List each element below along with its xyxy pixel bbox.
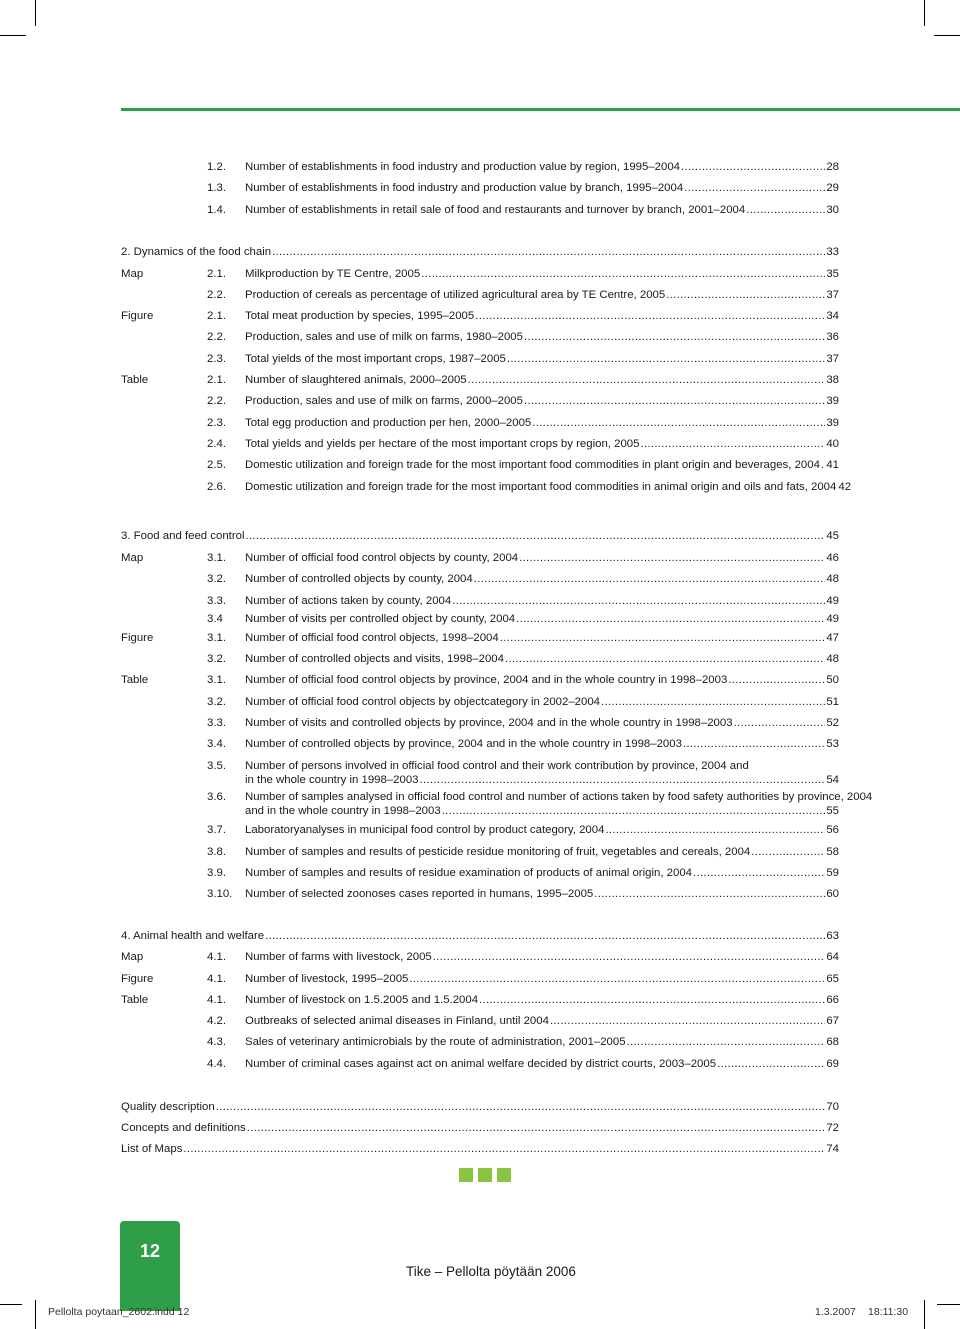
- toc-title-continued: and in the whole country in 1998–2003: [245, 805, 441, 817]
- toc-line: [245, 993, 839, 1007]
- leader-dots: [601, 695, 825, 709]
- toc-line: [245, 437, 839, 451]
- toc-title: Number of controlled objects and visits, 1998–2004: [245, 653, 504, 665]
- toc-line: [245, 1035, 839, 1049]
- leader-dots: [507, 352, 825, 366]
- toc-title: Number of establishments in food industry and production value by branch, 1995–2004: [245, 182, 684, 194]
- toc-category: Figure: [121, 973, 154, 985]
- toc-title: Sales of veterinary antimicrobials by the route of administration, 2001–2005: [245, 1036, 626, 1048]
- toc-page: 48: [826, 573, 839, 585]
- toc-page: 41: [826, 459, 839, 471]
- slug-time: 18:11:30: [868, 1306, 909, 1318]
- toc-line: [245, 160, 839, 174]
- toc-number: 3.4.: [207, 738, 226, 750]
- leader-dots: [524, 394, 825, 408]
- toc-number: 4.3.: [207, 1036, 226, 1048]
- toc-number: 2.4.: [207, 438, 226, 450]
- toc-page: 38: [826, 374, 839, 386]
- leader-dots: [627, 1035, 826, 1049]
- toc-number: 3.3.: [207, 595, 226, 607]
- leader-dots: [532, 416, 825, 430]
- toc-title: Total yields and yields per hectare of the most important crops by region, 2005: [245, 438, 640, 450]
- leader-dots: [265, 929, 825, 943]
- toc-page: 58: [826, 846, 839, 858]
- toc-page: 67: [826, 1015, 839, 1027]
- toc-page: 50: [826, 674, 839, 686]
- leader-dots: [272, 245, 825, 259]
- leader-dots: [516, 612, 825, 626]
- toc-title: Number of controlled objects by province, 2004 and in the whole country in 1998–2003: [245, 738, 682, 750]
- toc-page: 37: [826, 353, 839, 365]
- toc-page: 36: [826, 331, 839, 343]
- toc-number: 2.5.: [207, 459, 226, 471]
- toc-line: [245, 309, 839, 323]
- toc-page: 47: [826, 632, 839, 644]
- toc-page: 51: [826, 696, 839, 708]
- toc-page: 45: [826, 530, 839, 542]
- toc-number: 2.1.: [207, 268, 226, 280]
- toc-title: Laboratoryanalyses in municipal food control by product category, 2004: [245, 824, 605, 836]
- toc-title: Concepts and definitions: [121, 1122, 246, 1134]
- toc-category: Map: [121, 552, 144, 564]
- toc-title: Number of official food control objects by county, 2004: [245, 552, 519, 564]
- toc-page: 72: [826, 1122, 839, 1134]
- toc-number: 4.1.: [207, 951, 226, 963]
- toc-page: 65: [826, 973, 839, 985]
- toc-title: Number of samples and results of residue examination of products of animal origin, 2004: [245, 867, 693, 879]
- toc-title: Number of visits and controlled objects by province, 2004 and in the whole country in 1998–2003: [245, 717, 733, 729]
- toc-number: 2.2.: [207, 289, 226, 301]
- toc-line: [245, 203, 839, 217]
- toc-title: Number of official food control objects, 1998–2004: [245, 632, 499, 644]
- toc-page: 54: [826, 774, 839, 786]
- leader-dots: [245, 529, 825, 543]
- toc-number: 3.8.: [207, 846, 226, 858]
- leader-dots: [640, 437, 825, 451]
- toc-line: [245, 416, 839, 430]
- toc-page: 64: [826, 951, 839, 963]
- leader-dots: [216, 1100, 826, 1114]
- toc-line: [245, 458, 839, 472]
- toc-number: 4.4.: [207, 1058, 226, 1070]
- toc-title: Total yields of the most important crops, 1987–2005: [245, 353, 506, 365]
- toc-line: [121, 929, 839, 943]
- leader-dots: [605, 823, 825, 837]
- leader-dots: [452, 594, 825, 608]
- slug-date: 1.3.2007: [815, 1306, 856, 1318]
- toc-title: Number of actions taken by county, 2004: [245, 595, 452, 607]
- toc-line: [245, 866, 839, 880]
- toc-line: [245, 716, 839, 730]
- toc-title: List of Maps: [121, 1143, 183, 1155]
- square-icon: [478, 1168, 492, 1182]
- toc-title: Number of establishments in retail sale of food and restaurants and turnover by branch, 2001–2004: [245, 204, 746, 216]
- square-icon: [497, 1168, 511, 1182]
- toc-line: [245, 972, 839, 986]
- toc-number: 1.2.: [207, 161, 226, 173]
- toc-title: Quality description: [121, 1101, 215, 1113]
- toc-number: 3.4: [207, 613, 223, 625]
- leader-dots: [247, 1121, 826, 1135]
- leader-dots: [666, 288, 825, 302]
- toc-title: Number of livestock on 1.5.2005 and 1.5.2004: [245, 994, 479, 1006]
- toc-category: Map: [121, 268, 144, 280]
- toc-page: 39: [826, 395, 839, 407]
- leader-dots: [550, 1014, 825, 1028]
- toc-title: Production of cereals as percentage of utilized agricultural area by TE Centre, 2005: [245, 289, 666, 301]
- toc-category: Table: [121, 994, 149, 1006]
- toc-title: Number of selected zoonoses cases reported in humans, 1995–2005: [245, 888, 594, 900]
- toc-page: 40: [826, 438, 839, 450]
- toc-line: [245, 551, 839, 565]
- leader-dots: [524, 330, 825, 344]
- toc-page: 48: [826, 653, 839, 665]
- toc-line: [121, 529, 839, 543]
- toc-title: Number of establishments in food industry and production value by region, 1995–2004: [245, 161, 681, 173]
- toc-line: [245, 572, 839, 586]
- toc-page: 70: [826, 1101, 839, 1113]
- toc-line: [245, 845, 839, 859]
- toc-page: 59: [826, 867, 839, 879]
- toc-page: 66: [826, 994, 839, 1006]
- toc-number: 4.1.: [207, 973, 226, 985]
- leader-dots: [821, 458, 825, 472]
- leader-dots: [594, 887, 825, 901]
- toc-title: Production, sales and use of milk on farms, 2000–2005: [245, 395, 523, 407]
- toc-line: [245, 887, 839, 901]
- publication-title: Tike – Pellolta pöytään 2006: [406, 1264, 576, 1279]
- toc-title: Domestic utilization and foreign trade for the most important food commodities in plant origin and beverages, 2004: [245, 459, 820, 471]
- toc-page: 69: [826, 1058, 839, 1070]
- leader-dots: [475, 309, 825, 323]
- toc-line: [245, 181, 839, 195]
- toc-title: Number of official food control objects by province, 2004 and in the whole country in 1998–2003: [245, 674, 728, 686]
- toc-title: Number of visits per controlled object by county, 2004: [245, 613, 516, 625]
- toc-page: 63: [826, 930, 839, 942]
- toc-page: 49: [826, 595, 839, 607]
- toc-category: Map: [121, 951, 144, 963]
- toc-page: 35: [826, 268, 839, 280]
- toc-page: 52: [826, 717, 839, 729]
- toc-line: [245, 737, 839, 751]
- toc-number: 3.5.: [207, 760, 226, 772]
- toc-line: [245, 950, 839, 964]
- toc-title: 2. Dynamics of the food chain: [121, 246, 272, 258]
- page-number-tab: [120, 1221, 180, 1311]
- slug-rule: [937, 1304, 960, 1305]
- toc-number: 3.1.: [207, 674, 226, 686]
- toc-category: Table: [121, 374, 149, 386]
- toc-line: [245, 823, 839, 837]
- toc-title: Number of livestock, 1995–2005: [245, 973, 409, 985]
- toc-number: 2.2.: [207, 395, 226, 407]
- leader-dots: [433, 950, 826, 964]
- toc-number: 3.1.: [207, 552, 226, 564]
- leader-dots: [183, 1142, 825, 1156]
- toc-number: 2.3.: [207, 353, 226, 365]
- toc-number: 3.1.: [207, 632, 226, 644]
- toc-title: Number of slaughtered animals, 2000–2005: [245, 374, 467, 386]
- toc-title: 4. Animal health and welfare: [121, 930, 265, 942]
- leader-dots: [751, 845, 825, 859]
- toc-title: Total egg production and production per hen, 2000–2005: [245, 417, 532, 429]
- toc-number: 3.6.: [207, 791, 226, 803]
- leader-dots: [728, 673, 825, 687]
- leader-dots: [746, 203, 825, 217]
- toc-title: Number of samples and results of pesticide residue monitoring of fruit, vegetables and cereals, 2004: [245, 846, 751, 858]
- toc-page: 39: [826, 417, 839, 429]
- toc-number: 3.2.: [207, 653, 226, 665]
- leader-dots: [500, 631, 826, 645]
- toc-page: 42: [838, 481, 852, 493]
- toc-category: Table: [121, 674, 149, 686]
- toc-title: Domestic utilization and foreign trade for the most important food commodities in animal origin and oils and fats, 2004: [245, 481, 837, 493]
- toc-line: [121, 1142, 839, 1156]
- toc-number: 2.6.: [207, 481, 226, 493]
- page-number: 12: [139, 1241, 161, 1261]
- toc-page: 74: [826, 1143, 839, 1155]
- toc-page: 60: [826, 888, 839, 900]
- toc-title: Number of official food control objects by objectcategory in 2002–2004: [245, 696, 601, 708]
- toc-page: 49: [826, 613, 839, 625]
- toc-title: Outbreaks of selected animal diseases in Finland, until 2004: [245, 1015, 549, 1027]
- toc-line: [245, 673, 839, 687]
- toc-number: 4.1.: [207, 994, 226, 1006]
- toc-number: 1.3.: [207, 182, 226, 194]
- toc-line: [245, 1057, 839, 1071]
- toc-line: [245, 288, 839, 302]
- leader-dots: [519, 551, 825, 565]
- toc-number: 3.7.: [207, 824, 226, 836]
- toc-line: [245, 330, 839, 344]
- toc-title: Number of samples analysed in official food control and number of actions taken by food safety authorities by province, 2004: [245, 791, 873, 803]
- toc-title: Production, sales and use of milk on farms, 1980–2005: [245, 331, 523, 343]
- toc-title: Total meat production by species, 1995–2005: [245, 310, 475, 322]
- toc-page: 68: [826, 1036, 839, 1048]
- leader-dots: [683, 737, 825, 751]
- toc-title: Number of controlled objects by county, 2004: [245, 573, 473, 585]
- toc-line: [245, 267, 839, 281]
- toc-line: [245, 594, 839, 608]
- leader-dots: [505, 652, 825, 666]
- toc-line: [245, 790, 873, 818]
- toc-category: Figure: [121, 632, 154, 644]
- toc-number: 3.2.: [207, 696, 226, 708]
- toc-line: [121, 1100, 839, 1114]
- toc-number: 3.2.: [207, 573, 226, 585]
- toc-line: [121, 1121, 839, 1135]
- toc-line: [245, 480, 852, 494]
- square-icon: [459, 1168, 473, 1182]
- toc-page: 29: [826, 182, 839, 194]
- toc-number: 3.3.: [207, 717, 226, 729]
- toc-line: [245, 652, 839, 666]
- toc-page: 30: [826, 204, 839, 216]
- toc-page: 56: [826, 824, 839, 836]
- toc-page: 28: [826, 161, 839, 173]
- slug-filename: Pellolta poytaan_2602.indd 12: [48, 1306, 190, 1318]
- toc-line: [245, 631, 839, 645]
- toc-page: 33: [826, 246, 839, 258]
- toc-number: 1.4.: [207, 204, 226, 216]
- leader-dots: [684, 181, 825, 195]
- toc-title: Number of criminal cases against act on animal welfare decided by district courts, 2003–2005: [245, 1058, 717, 1070]
- toc-line: [245, 695, 839, 709]
- toc-number: 3.10.: [207, 888, 233, 900]
- toc-line: [245, 612, 839, 626]
- toc-title: Number of farms with livestock, 2005: [245, 951, 432, 963]
- leader-dots: [420, 773, 826, 787]
- toc-page: 55: [826, 805, 839, 817]
- toc-number: 2.2.: [207, 331, 226, 343]
- leader-dots: [717, 1057, 825, 1071]
- toc-title-continued: in the whole country in 1998–2003: [245, 774, 419, 786]
- toc-title: Milkproduction by TE Centre, 2005: [245, 268, 421, 280]
- leader-dots: [681, 160, 825, 174]
- toc-line: [245, 759, 839, 787]
- toc-line: [245, 394, 839, 408]
- toc-number: 2.3.: [207, 417, 226, 429]
- leader-dots: [479, 993, 825, 1007]
- slug-rule: [0, 1304, 22, 1305]
- toc-title: 3. Food and feed control: [121, 530, 245, 542]
- toc-number: 2.1.: [207, 310, 226, 322]
- toc-line: [245, 373, 839, 387]
- leader-dots: [474, 572, 826, 586]
- toc-page: 34: [826, 310, 839, 322]
- toc-title: Number of persons involved in official food control and their work contribution by province, 2004 and: [245, 760, 749, 772]
- toc-page: 46: [826, 552, 839, 564]
- toc-number: 4.2.: [207, 1015, 226, 1027]
- toc-page: 37: [826, 289, 839, 301]
- toc-line: [121, 245, 839, 259]
- leader-dots: [421, 267, 825, 281]
- leader-dots: [468, 373, 826, 387]
- toc-number: 2.1.: [207, 374, 226, 386]
- leader-dots: [734, 716, 826, 730]
- toc-line: [245, 352, 839, 366]
- leader-dots: [693, 866, 825, 880]
- toc-page: 53: [826, 738, 839, 750]
- toc-line: [245, 1014, 839, 1028]
- leader-dots: [409, 972, 825, 986]
- leader-dots: [442, 804, 826, 818]
- toc-number: 3.9.: [207, 867, 226, 879]
- toc-category: Figure: [121, 310, 154, 322]
